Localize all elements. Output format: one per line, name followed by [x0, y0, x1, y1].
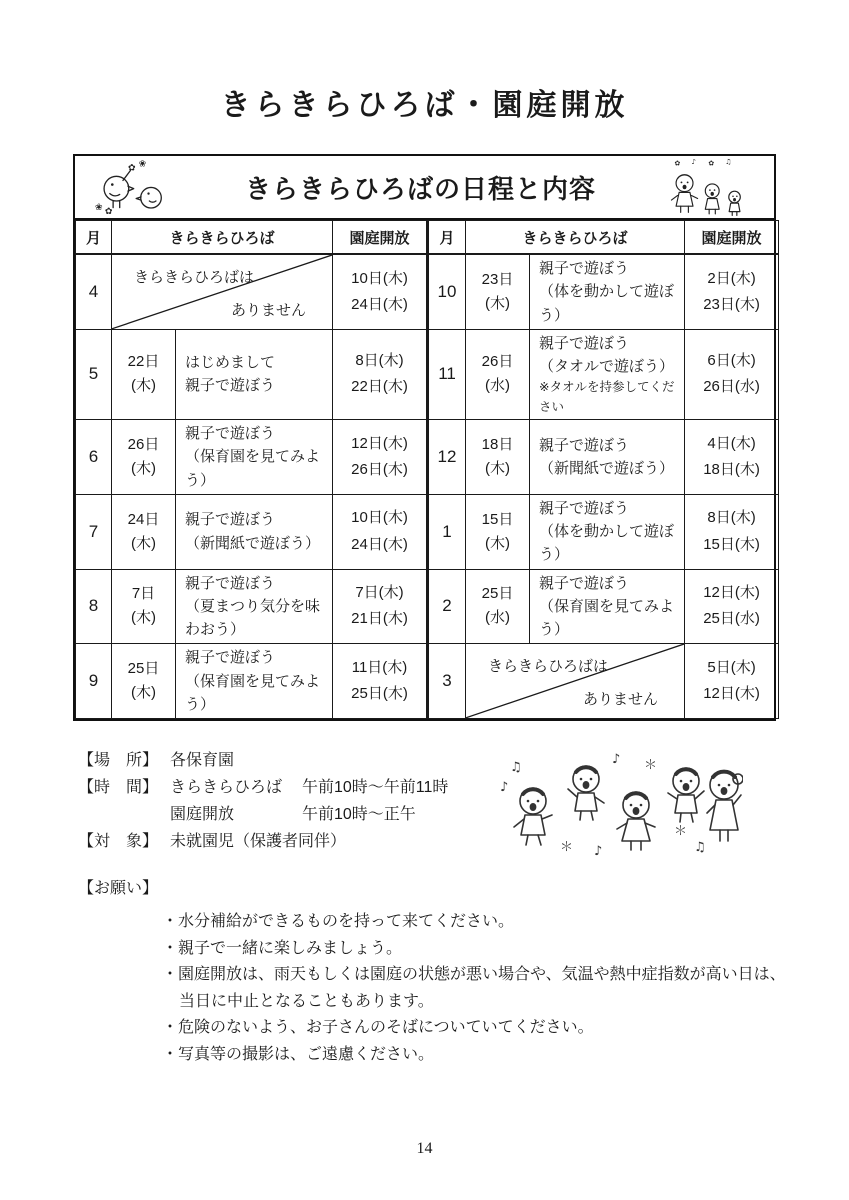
month-cell: 3 — [428, 644, 466, 719]
month-cell: 7 — [76, 494, 112, 569]
info-section — [78, 747, 778, 859]
activity-cell — [530, 254, 685, 329]
activity-line: （タオルで遊ぼう） — [539, 358, 675, 375]
month-cell: 4 — [76, 254, 112, 329]
closed-text: きらきらひろばは — [488, 658, 609, 676]
month-cell: 1 — [428, 494, 466, 569]
activity-cell — [530, 494, 685, 569]
date: 26日 — [127, 435, 160, 453]
table-row — [76, 644, 779, 719]
schedule-box-header — [75, 156, 774, 220]
activity-line: （保育園を見てみよう） — [539, 597, 675, 638]
date: 18日 — [481, 435, 514, 453]
date-cell — [112, 644, 176, 719]
activity-line: 親子で遊ぼう — [539, 499, 630, 517]
page-title: きらきらひろば・園庭開放 — [220, 89, 629, 122]
date-cell — [466, 420, 530, 495]
closed-cell — [112, 254, 333, 329]
sparkle-icon: ＊ — [644, 758, 658, 773]
col-header-month: 月 — [428, 221, 466, 255]
activity-cell — [530, 420, 685, 495]
location-value: 各保育園 — [170, 752, 235, 769]
date-cell — [466, 494, 530, 569]
date-cell — [466, 329, 530, 419]
music-note-icon: ♫ — [510, 760, 522, 775]
weekday: (水) — [485, 377, 511, 395]
garden-date: 22日(木) — [351, 378, 408, 396]
col-header-hiroba: きらきらひろば — [112, 221, 333, 255]
request-title: 【お願い】 — [78, 880, 159, 897]
month-cell: 8 — [76, 569, 112, 644]
time-activity: 園庭開放 — [170, 806, 235, 823]
time-activity: きらきらひろば — [170, 779, 283, 796]
target-label: 【対 象】 — [78, 833, 159, 850]
date: 22日 — [127, 353, 160, 371]
garden-date: 8日(木) — [707, 509, 756, 527]
time-label: 【時 間】 — [78, 779, 159, 796]
weekday: (木) — [131, 684, 156, 702]
activity-line: （体を動かして遊ぼう） — [539, 523, 675, 564]
music-note-icon: ♪ — [691, 157, 696, 166]
request-item: ・危険のないよう、お子さんのそばについていてください。 — [162, 1019, 594, 1036]
col-header-garden: 園庭開放 — [685, 221, 779, 255]
activity-line: （新聞紙で遊ぼう） — [185, 534, 321, 552]
col-header-garden: 園庭開放 — [333, 221, 428, 255]
activity-note: ※タオルを持参してください — [539, 380, 675, 414]
activity-line: （新聞紙で遊ぼう） — [539, 459, 675, 477]
activity-line: （夏まつり気分を味わおう） — [185, 597, 321, 638]
month-cell: 12 — [428, 420, 466, 495]
activity-cell — [176, 329, 333, 419]
garden-date: 25日(水) — [703, 610, 760, 628]
garden-cell — [685, 569, 779, 644]
weekday: (木) — [131, 534, 156, 552]
page-number: 14 — [416, 1140, 433, 1157]
activity-line: 親子で遊ぼう — [185, 649, 276, 667]
sparkle-icon: ＊ — [560, 840, 574, 855]
weekday: (木) — [485, 459, 511, 477]
activity-cell — [176, 420, 333, 495]
weekday: (木) — [485, 294, 511, 312]
request-item: ・親子で一緒に楽しみましょう。 — [162, 939, 403, 957]
date-cell — [112, 494, 176, 569]
activity-line: 親子で遊ぼう — [539, 260, 630, 277]
activity-line: 親子で遊ぼう — [185, 574, 276, 592]
request-list — [162, 909, 794, 1068]
flower-icon: ❀ — [138, 159, 147, 170]
garden-date: 12日(木) — [703, 584, 760, 602]
activity-cell — [530, 329, 685, 419]
date-cell — [466, 569, 530, 644]
activity-cell — [176, 494, 333, 569]
closed-cell — [466, 644, 685, 719]
garden-date: 25日(木) — [351, 685, 408, 703]
music-note-icon: ♪ — [594, 844, 603, 859]
garden-date: 2日(木) — [707, 269, 756, 287]
music-note-icon: ♪ — [612, 752, 621, 767]
garden-date: 21日(木) — [351, 610, 408, 628]
music-note-icon: ♪ — [500, 780, 509, 795]
date: 15日 — [481, 510, 514, 528]
chicks-illustration — [85, 159, 189, 215]
garden-date: 4日(木) — [707, 434, 756, 452]
garden-cell — [333, 329, 428, 419]
garden-cell — [685, 644, 779, 719]
activity-line: （体を動かして遊ぼう） — [539, 283, 675, 324]
garden-cell — [333, 254, 428, 329]
activity-line: （保育園を見てみよう） — [185, 448, 321, 489]
date: 24日 — [127, 510, 160, 528]
date-cell — [112, 420, 176, 495]
garden-cell — [333, 644, 428, 719]
date: 25日 — [127, 660, 160, 678]
activity-line: 親子で遊ぼう — [539, 334, 630, 352]
garden-date: 18日(木) — [703, 460, 760, 478]
garden-date: 26日(水) — [703, 378, 760, 396]
flower-icon: ❀ — [95, 203, 103, 214]
sparkle-icon: ＊ — [674, 824, 688, 839]
garden-date: 7日(木) — [355, 584, 404, 602]
garden-date: 11日(木) — [351, 658, 408, 676]
dancing-children-illustration — [498, 739, 743, 864]
date: 26日 — [481, 353, 514, 371]
closed-text: ありません — [583, 691, 659, 708]
table-row — [76, 569, 779, 644]
activity-line: はじめまして — [185, 354, 276, 372]
garden-date: 5日(木) — [707, 658, 756, 676]
request-item: ・水分補給ができるものを持って来てください。 — [162, 913, 515, 930]
activity-line: （保育園を見てみよう） — [185, 672, 321, 713]
flower-icon: ✿ — [104, 207, 113, 215]
activity-line: 親子で遊ぼう — [185, 377, 276, 395]
garden-date: 24日(木) — [351, 295, 408, 313]
garden-cell — [333, 420, 428, 495]
target-value: 未就園児（保護者同伴） — [170, 833, 347, 850]
month-cell: 2 — [428, 569, 466, 644]
garden-date: 15日(木) — [703, 535, 760, 553]
table-row — [76, 494, 779, 569]
date-cell — [112, 329, 176, 419]
activity-line: 親子で遊ぼう — [185, 425, 276, 442]
weekday: (水) — [485, 609, 511, 627]
garden-date: 10日(木) — [351, 269, 408, 287]
date-cell — [112, 569, 176, 644]
table-row — [76, 420, 779, 495]
closed-text: ありません — [231, 301, 307, 319]
request-item: ・写真等の撮影は、ご遠慮ください。 — [162, 1045, 435, 1063]
flower-icon: ✿ — [127, 163, 136, 174]
flower-icon: ✿ — [674, 159, 681, 168]
activity-line: 親子で遊ぼう — [539, 436, 630, 454]
date: 23日 — [481, 270, 514, 288]
garden-date: 24日(木) — [351, 535, 408, 553]
schedule-table — [75, 220, 779, 719]
garden-date: 6日(木) — [707, 352, 756, 370]
flower-icon: ✿ — [708, 159, 715, 168]
table-row — [76, 329, 779, 419]
month-cell: 10 — [428, 254, 466, 329]
weekday: (木) — [131, 459, 156, 477]
weekday: (木) — [485, 534, 511, 552]
closed-text: きらきらひろばは — [134, 269, 255, 286]
date-cell — [466, 254, 530, 329]
date: 7日 — [131, 585, 156, 603]
garden-cell — [333, 569, 428, 644]
schedule-box — [73, 154, 776, 721]
activity-cell — [176, 569, 333, 644]
col-header-hiroba: きらきらひろば — [466, 221, 685, 255]
garden-date: 23日(木) — [703, 295, 760, 313]
garden-cell — [685, 420, 779, 495]
month-cell: 5 — [76, 329, 112, 419]
schedule-box-title: きらきらひろばの日程と内容 — [244, 173, 596, 204]
garden-date: 10日(木) — [351, 509, 408, 527]
table-header-row — [76, 221, 779, 255]
request-item: ・園庭開放は、雨天もしくは園庭の状態が悪い場合や、気温や熱中症指数が高い日は、当日に中止となることもあります。 — [162, 966, 786, 1010]
music-note-icon: ♫ — [725, 157, 732, 166]
garden-cell — [685, 254, 779, 329]
request-section — [78, 877, 849, 1068]
month-cell: 9 — [76, 644, 112, 719]
date: 25日 — [481, 585, 514, 603]
time-label-spacer — [78, 801, 170, 828]
activity-line: 親子で遊ぼう — [185, 511, 276, 529]
time-value: 午前10時～正午 — [302, 806, 416, 823]
time-value: 午前10時～午前11時 — [302, 779, 449, 796]
location-label: 【場 所】 — [78, 752, 159, 769]
garden-date: 8日(木) — [355, 352, 404, 370]
garden-date: 26日(木) — [351, 460, 408, 478]
music-note-icon: ♫ — [694, 840, 706, 855]
month-cell: 6 — [76, 420, 112, 495]
activity-cell — [530, 569, 685, 644]
weekday: (木) — [131, 609, 156, 627]
garden-cell — [685, 494, 779, 569]
garden-date: 12日(木) — [703, 685, 760, 703]
garden-cell — [333, 494, 428, 569]
table-row — [76, 254, 779, 329]
marching-children-illustration — [652, 157, 764, 217]
activity-line: 親子で遊ぼう — [539, 574, 630, 592]
month-cell: 11 — [428, 329, 466, 419]
col-header-month: 月 — [76, 221, 112, 255]
garden-date: 12日(木) — [351, 434, 408, 452]
activity-cell — [176, 644, 333, 719]
weekday: (木) — [131, 377, 156, 395]
garden-cell — [685, 329, 779, 419]
